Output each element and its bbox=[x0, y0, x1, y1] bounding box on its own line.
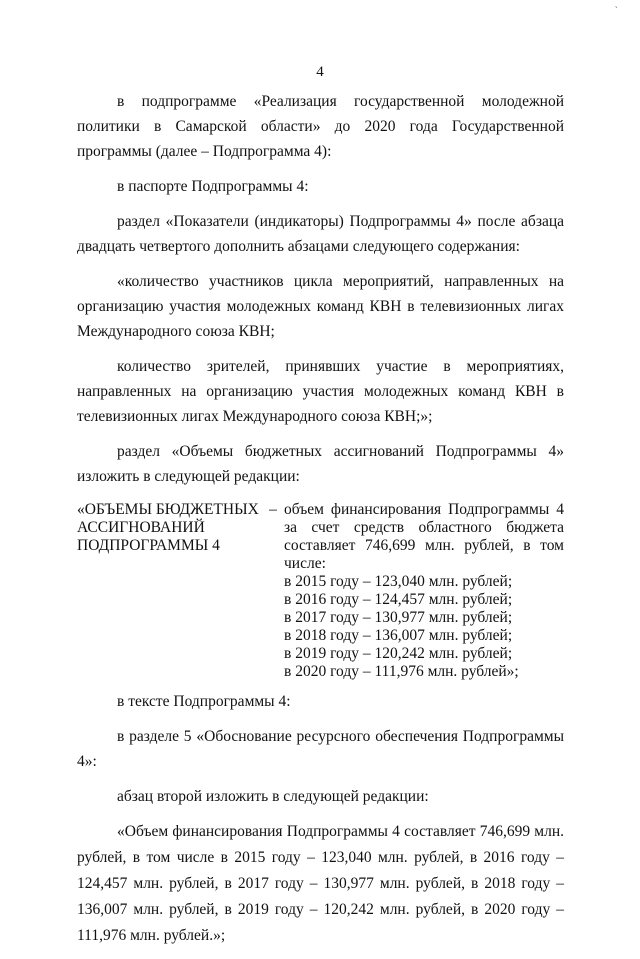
budget-heading-line: «ОБЪЕМЫ БЮДЖЕТНЫХ bbox=[77, 501, 259, 518]
budget-allocations-table bbox=[77, 501, 564, 681]
budget-table-values bbox=[284, 501, 564, 681]
budget-year-line: в 2016 году – 124,457 млн. рублей; bbox=[284, 591, 513, 608]
paragraph-kvn-spectators: количество зрителей, принявших участие в мероприятиях, направленных на организацию участия молодежных команд КВН в телевизионных лигах Международного союза КВН;»; bbox=[77, 358, 564, 425]
document-body bbox=[77, 89, 564, 959]
budget-table-heading bbox=[77, 501, 262, 681]
paragraph-kvn-participants: «количество участников цикла мероприятий, направленных на организацию участия молодежных команд КВН в телевизионных лигах Международного союза КВН; bbox=[77, 273, 564, 340]
paragraph-subprogram-intro: в подпрограмме «Реализация государственной молодежной политики в Самарской области» до 2020 года Государственной программы (далее – Подпрограмма 4): bbox=[77, 93, 564, 160]
corner-mark: ` bbox=[614, 6, 618, 17]
paragraph-budget-section: раздел «Объемы бюджетных ассигнований Подпрограммы 4» изложить в следующей редакции: bbox=[77, 443, 564, 485]
budget-table-dash: – bbox=[269, 501, 277, 518]
budget-year-line: в 2015 году – 123,040 млн. рублей; bbox=[284, 573, 513, 590]
budget-heading-line: АССИГНОВАНИЙ bbox=[77, 519, 205, 536]
paragraph-section-5: в разделе 5 «Обоснование ресурсного обеспечения Подпрограммы 4»: bbox=[77, 728, 564, 770]
budget-year-line: в 2017 году – 130,977 млн. рублей; bbox=[284, 609, 513, 626]
budget-description: объем финансирования Подпрограммы 4 за счет средств областного бюджета составляет 746,699 млн. рублей, в том числе: bbox=[284, 501, 564, 572]
paragraph-funding-volume: «Объем финансирования Подпрограммы 4 составляет 746,699 млн. рублей, в том числе в 2015 году – 123,040 млн. рублей, в 2016 году – 124,457 млн. рублей, в 2017 году – 130,977 млн. рублей, в 2018 году – 136,007 млн. рублей, в 2019 году – 120,242 млн. рублей, в 2020 году – 111,976 млн. рублей.»; bbox=[77, 823, 564, 944]
paragraph-passport: в паспорте Подпрограммы 4: bbox=[117, 178, 309, 195]
budget-heading-line: ПОДПРОГРАММЫ 4 bbox=[77, 537, 220, 554]
paragraph-subprogram-text: в тексте Подпрограммы 4: bbox=[117, 693, 291, 710]
paragraph-indicators-section: раздел «Показатели (индикаторы) Подпрограммы 4» после абзаца двадцать четвертого дополнить абзацами следующего содержания: bbox=[77, 213, 564, 255]
budget-year-line: в 2020 году – 111,976 млн. рублей»; bbox=[284, 663, 519, 680]
budget-year-line: в 2018 году – 136,007 млн. рублей; bbox=[284, 627, 513, 644]
page-number: 4 bbox=[316, 64, 324, 80]
budget-year-line: в 2019 году – 120,242 млн. рублей; bbox=[284, 645, 513, 662]
paragraph-second-abzac: абзац второй изложить в следующей редакции: bbox=[117, 788, 429, 805]
